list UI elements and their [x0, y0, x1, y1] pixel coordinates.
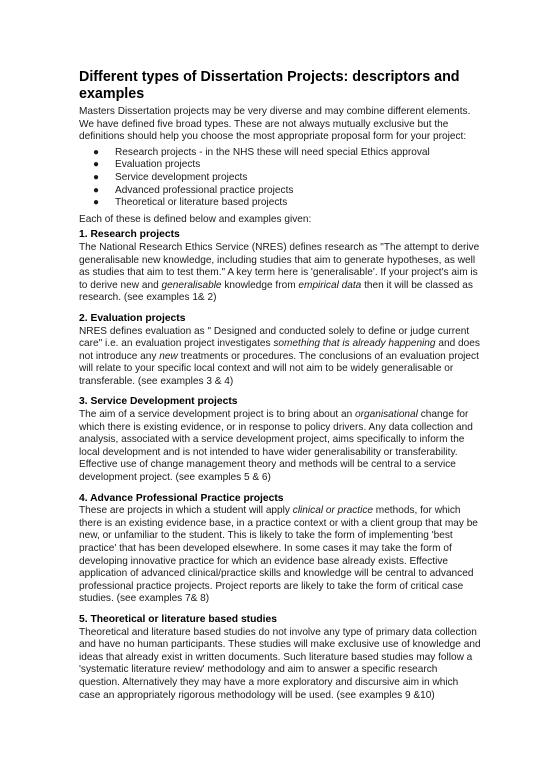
- intro-paragraph: Masters Dissertation projects may be very diverse and may combine different elements. We have defined five broad types. These are not always mutually exclusive but the definitions should help you choose the most appropriate proposal form for your project:: [79, 106, 471, 143]
- list-item: ● Research projects - in the NHS these will need special Ethics approval: [93, 146, 430, 158]
- section-advanced-practice: [79, 493, 481, 606]
- bullet-icon: ●: [93, 146, 100, 158]
- bullet-icon: ●: [93, 197, 100, 209]
- section-body: The aim of a service development project is to bring about an organisational change for which there is existing evidence, or in response to policy drivers. Any data collection and analysis, associated with a service development project, aims specifically to inform the local development and is not intended to have wider generalisability or transferability. Effective use of change management theory and methods will be central to a service development project. (see examples 5 & 6): [79, 409, 473, 484]
- section-body: NRES defines evaluation as " Designed and conducted solely to define or judge current care" i.e. an evaluation project investigates something that is already happening and does not introduce any new treatments or procedures. The conclusions of an evaluation project will relate to your specific local context and will not aim to be widely generalisable or transferable. (see examples 3 & 4): [79, 325, 480, 387]
- section-service-development: [79, 396, 481, 484]
- list-item: ● Advanced professional practice projects: [93, 184, 294, 196]
- section-evaluation: [79, 313, 481, 389]
- section-heading: 3. Service Development projects: [79, 396, 238, 408]
- section-heading: 2. Evaluation projects: [79, 312, 186, 324]
- section-heading: 1. Research projects: [79, 229, 180, 241]
- page-title: Different types of Dissertation Projects: descriptors and examples: [79, 69, 460, 102]
- bullet-icon: ●: [93, 184, 100, 196]
- section-body: These are projects in which a student will apply clinical or practice methods, for which there is an existing evidence base, in a practice context or with a client group that may be new, or unfamiliar to the student. This is likely to take the form of implementing 'best practice' that has been developed elsewhere. In some cases it may take the form of developing innovative practice for which an evidence base already exists. Effective application of advanced clinical/practice skills and knowledge will be central to advanced professional practice projects. Project reports are likely to take the form of critical case studies. (see examples 7& 8): [79, 505, 478, 605]
- section-research: [79, 229, 481, 305]
- project-types-list: [79, 147, 481, 210]
- bullet-icon: ●: [93, 171, 100, 183]
- lead-sentence: Each of these is defined below and examples given:: [79, 213, 312, 225]
- list-item: ● Theoretical or literature based projects: [93, 197, 288, 209]
- section-heading: 4. Advance Professional Practice projects: [79, 492, 284, 504]
- list-item: ● Evaluation projects: [93, 159, 201, 171]
- bullet-icon: ●: [93, 159, 100, 171]
- section-body: Theoretical and literature based studies do not involve any type of primary data collection and have no human participants. These studies will make exclusive use of knowledge and ideas that already exist in written documents. Such literature based studies may follow a 'systematic literature review' methodology and aim to answer a specific research question. Alternatively they may have a more exploratory and discursive aim in which case an appropriately rigorous methodology will be used. (see examples 9 &10): [79, 626, 481, 701]
- section-heading: 5. Theoretical or literature based studies: [79, 613, 277, 625]
- section-body: The National Research Ethics Service (NRES) defines research as "The attempt to derive generalisable new knowledge, including studies that aim to generate hypotheses, as well as studies that aim to test them." A key term here is 'generalisable'. If your project's aim is to derive new and generalisable knowledge from empirical data then it will be classed as research. (see examples 1& 2): [79, 241, 480, 304]
- list-item: ● Service development projects: [93, 171, 248, 183]
- document-body: [79, 69, 481, 710]
- section-theoretical: [79, 614, 481, 702]
